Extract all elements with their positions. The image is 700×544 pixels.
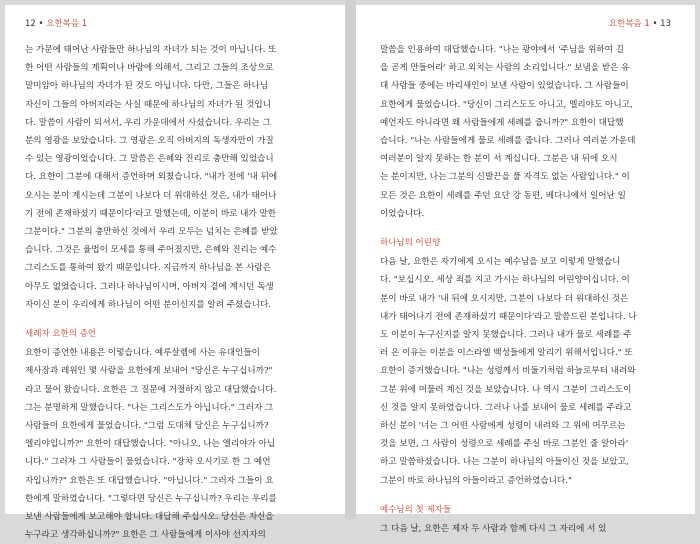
text-line: 다. 요한이 그분에 대해서 증언하며 외쳤습니다. "내가 전에 '내 뒤에 <box>25 172 278 183</box>
right-page <box>356 5 695 535</box>
text-line: 예언자도 아니라면 왜 사람들에게 세례를 줍니까?" 요한이 대답했 <box>380 117 624 128</box>
paragraph <box>25 344 335 544</box>
text-line: 한에게 말하였습니다. "그렇다면 당신은 누구십니까? 우리는 우리를 <box>25 493 277 504</box>
text-line: 내가 태어나기 전에 존재하셨기 때문이다'라고 말씀드린 분입니다. 나 <box>380 311 637 322</box>
right-page-body <box>380 41 676 538</box>
text-line: 사람들이 요한에게 물었습니다. "그럼 도대체 당신은 누구십니까? <box>25 421 269 432</box>
text-line: 그분이 바로 하나님의 아들이라고 증언하였습니다." <box>380 475 572 486</box>
text-line: 습니다. 그것은 율법이 모세를 통해 주어졌지만, 은혜와 진리는 예수 <box>25 245 277 256</box>
header-separator: • <box>652 19 661 29</box>
text-line: 아무도 없었습니다. 그러나 하나님이시며, 아버지 곁에 계시던 독생 <box>25 281 274 292</box>
left-page-body <box>25 41 335 544</box>
text-line: 을 곧게 만들어라' 하고 외치는 사람의 소리입니다." 보냄을 받은 유 <box>380 63 630 74</box>
text-line: 그는 분명하게 말했습니다. "나는 그리스도가 아닙니다." 그러자 그 <box>25 402 274 413</box>
text-line: 라고 물어 왔습니다. 요한은 그 질문에 거절하지 않고 대답했습니다. <box>25 384 277 395</box>
text-line: 다. "보십시오. 세상 죄를 지고 가시는 하나님의 어린양이십니다. 이 <box>380 275 630 286</box>
text-line: 제사장과 레위인 몇 사람을 요한에게 보내어 "당신은 누구십니까?" <box>25 366 273 377</box>
right-page-header <box>609 17 671 29</box>
text-line: 습니다. "나는 사람들에게 물로 세례를 줍니다. 그러나 여러분 가운데 <box>380 136 636 147</box>
text-line: 요한이 증언한 내용은 이렇습니다. 예루살렘에 사는 유대인들이 <box>25 348 260 359</box>
running-title: 요한복음 1 <box>608 19 650 29</box>
text-line: 그리스도를 통하여 왔기 때문입니다. 지금까지 하나님을 본 사람은 <box>25 263 271 274</box>
text-line: 는 가문에 태어난 사람들만 하나님의 자녀가 되는 것이 아닙니다. 또 <box>25 45 277 55</box>
text-line: 오시는 분이 계시는데 그분이 나보다 더 위대하신 것은, 내가 태어나 <box>25 190 277 201</box>
text-line: 러 온 이유는 이분을 이스라엘 백성들에게 알리기 위해서입니다." 또 <box>380 348 633 359</box>
section-heading: 하나님의 어린양 <box>380 238 441 249</box>
text-line: 여러분이 알지 못하는 한 분이 서 계십니다. 그분은 내 뒤에 오시 <box>380 154 618 165</box>
section-gap <box>25 314 335 325</box>
paragraph <box>380 253 676 490</box>
text-line: 그 다음 날, 요한은 제자 두 사람과 함께 다시 그 자리에 서 있 <box>380 524 607 535</box>
text-line: 그분이다." 그분의 충만하신 것에서 우리 모두는 넘치는 은혜를 받았 <box>25 227 278 238</box>
paragraph <box>380 41 676 223</box>
text-line: 누구라고 생각하십니까?" 요한은 그 사람들에게 이사야 선지자의 <box>25 530 266 541</box>
text-line: 모든 것은 요한이 세례를 주던 요단 강 동편, 베다니에서 일어난 일 <box>380 190 626 201</box>
text-line: 기 전에 존재하셨기 때문이다'라고 말했는데, 이분이 바로 내가 말한 <box>25 208 277 219</box>
text-line: 분의 영광을 보았습니다. 그 영광은 오직 아버지의 독생자만이 가질 <box>25 136 274 147</box>
text-line: 대 사람들 중에는 바리새인이 보낸 사람이 있었습니다. 그 사람들이 <box>380 81 629 92</box>
text-line: 는 분이지만, 나는 그분의 신발끈을 풀 자격도 없는 사람입니다." 이 <box>380 172 630 183</box>
text-line: 신 것을 알지 못하였습니다. 그러나 나를 보내어 물로 세례를 주라고 <box>380 402 632 413</box>
text-line: 보낸 사람들에게 보고해야 합니다. 대답해 주십시오. 당신은 자신을 <box>25 512 274 523</box>
section-heading: 세례자 요한의 증언 <box>25 329 97 340</box>
left-page-header <box>25 17 87 29</box>
text-line: 말씀을 인용하여 대답했습니다. "나는 광야에서 '주님을 위하여 길 <box>380 45 625 55</box>
text-line: 자신이 그들의 아버지라는 사실 때문에 하나님의 자녀가 된 것입니 <box>25 99 271 110</box>
text-line: 다음 날, 요한은 자기에게 오시는 예수님을 보고 이렇게 말했습니 <box>380 257 621 268</box>
text-line: 분이 바로 내가 '내 뒤에 오시지만, 그분이 나보다 더 위대하신 것은 <box>380 293 629 304</box>
text-line: 엘리야입니까?" 요한이 대답했습니다. "아니오, 나는 엘리야가 아닙 <box>25 439 276 450</box>
text-line: 요한이 증거했습니다. "나는 성령께서 비둘기처럼 하늘로부터 내려와 <box>380 366 636 377</box>
text-line: 말미암아 하나님의 자녀가 된 것도 아닙니다. 다만, 그들은 하나님 <box>25 81 269 92</box>
paragraph <box>380 520 676 538</box>
running-title: 요한복음 1 <box>46 19 88 29</box>
page-number: 13 <box>660 19 671 29</box>
left-page <box>5 5 345 541</box>
text-line: 자입니까?" 요한은 또 대답했습니다. "아닙니다." 그러자 그들이 요 <box>25 475 274 486</box>
section-gap <box>380 223 676 234</box>
text-line: 한 어떤 사람들의 계획이나 바람에 의해서, 그리고 그들의 조상으로 <box>25 63 274 74</box>
text-line: 것을 보면, 그 사람이 성령으로 세례를 주실 바로 그분인 줄 알아라' <box>380 439 629 450</box>
text-line: 하고 말씀하셨습니다. 나는 그분이 하나님의 아들이신 것을 보았고, <box>380 457 629 468</box>
text-line: 하신 분이 '너는 그 어떤 사람에게 성령이 내려와 그 위에 머무르는 <box>380 421 626 432</box>
text-line: 요한에게 물었습니다. "당신이 그리스도도 아니고, 엘리야도 아니고, <box>380 99 633 110</box>
text-line: 니다." 그러자 그 사람들이 물었습니다. "장차 오시기로 한 그 예언 <box>25 457 271 468</box>
section-gap <box>380 490 676 501</box>
text-line: 자이신 분이 우리에게 하나님이 어떤 분이신지를 알려 주셨습니다. <box>25 299 271 310</box>
text-line: 그분 위에 머물러 계신 것을 보았습니다. 나 역시 그분이 그리스도이 <box>380 384 632 395</box>
section-heading: 예수님의 첫 제자들 <box>380 504 452 515</box>
text-line: 도 이분이 누구신지를 알지 못했습니다. 그러나 내가 물로 세례를 주 <box>380 330 632 341</box>
page-number: 12 <box>25 19 36 29</box>
text-line: 이었습니다. <box>380 208 425 219</box>
book-gutter <box>345 0 356 519</box>
header-separator: • <box>38 19 47 29</box>
text-line: 수 있는 영광이었습니다. 그 말씀은 은혜와 진리로 충만해 있었습니 <box>25 154 274 165</box>
paragraph <box>25 41 335 314</box>
text-line: 다. 말씀이 사람이 되셔서, 우리 가운데에서 사셨습니다. 우리는 그 <box>25 117 271 128</box>
